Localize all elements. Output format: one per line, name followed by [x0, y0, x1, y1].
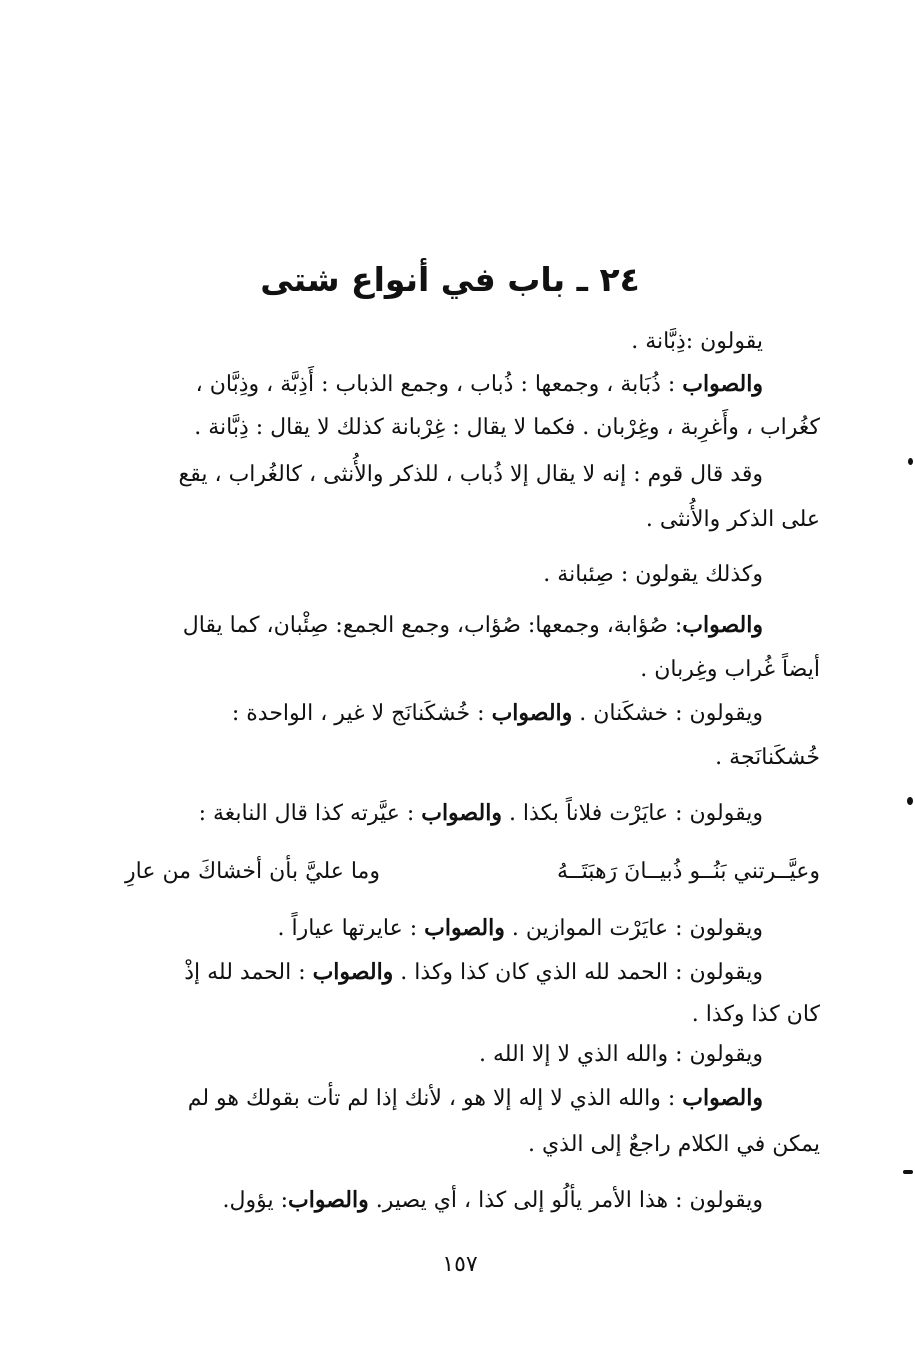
bold-term: والصواب: [421, 800, 502, 826]
text-span: كان كذا وكذا .: [691, 1002, 820, 1027]
bold-term: والصواب: [491, 700, 573, 726]
text-span: ويقولون : والله الذي لا إلا الله .: [478, 1042, 763, 1067]
text-span: : خُشكَنانَج لا غير ، الواحدة :: [231, 701, 492, 726]
text-line-15: [125, 1035, 763, 1075]
text-span: يمكن في الكلام راجعٌ إلى الذي .: [527, 1132, 820, 1157]
text-line-7: [125, 605, 763, 646]
text-span: ويقولون : عايَرْت الموازين .: [504, 916, 763, 941]
text-span: : والله الذي لا إله إلا هو ، لأنك إذا لم تأت بقولك هو لم: [187, 1086, 683, 1111]
text-span: أيضاً غُراب وغِربان .: [640, 657, 820, 682]
text-span: : عيَّرته كذا قال النابغة :: [198, 801, 422, 826]
text-span: وقد قال قوم : إنه لا يقال إلا ذُباب ، للذكر والأُنثى ، كالغُراب ، يقع: [178, 462, 763, 487]
text-span: ويقولون : هذا الأمر يألُو إلى كذا ، أي يصير.: [368, 1188, 763, 1213]
text-line-3: [125, 408, 820, 448]
margin-mark: [903, 1170, 913, 1174]
text-line-14: [125, 995, 820, 1035]
text-line-8: [125, 650, 820, 690]
text-span: : يؤول.: [222, 1188, 289, 1213]
text-span: : الحمد لله إذْ: [184, 960, 313, 985]
margin-mark: [907, 797, 913, 805]
text-span: : عايرتها عياراً .: [277, 916, 425, 941]
text-line-6: [125, 555, 763, 595]
text-line-13: [125, 952, 763, 993]
page-number: ١٥٧: [442, 1252, 478, 1277]
text-span: ويقولون : عايَرْت فلاناً بكذا .: [501, 801, 763, 826]
verse-second-hemistich: وما عليَّ بأن أخشاكَ من عارِ: [125, 859, 380, 884]
text-line-5: [125, 500, 820, 540]
text-line-2: [125, 364, 763, 405]
margin-mark: [908, 458, 913, 465]
text-line-12: [125, 908, 763, 949]
text-line-11: [125, 793, 763, 834]
text-line-17: [125, 1125, 820, 1165]
text-span: وكذلك يقولون : صِئبانة .: [543, 562, 763, 587]
text-span: : ذُبَابة ، وجمعها : ذُباب ، وجمع الذباب : أَذِبَّة ، وذِبَّان ،: [195, 372, 683, 397]
bold-term: والصواب: [288, 1187, 369, 1213]
bold-term: والصواب: [682, 1085, 763, 1111]
text-span: يقولون :ذِبَّانة .: [631, 329, 763, 354]
text-span: ويقولون : خشكَنان .: [572, 701, 763, 726]
text-line-4: [125, 455, 763, 495]
bold-term: والصواب: [682, 371, 763, 397]
chapter-title: ٢٤ ـ باب في أنواع شتى: [260, 260, 640, 299]
bold-term: والصواب: [682, 612, 763, 638]
text-span: على الذكر والأُنثى .: [645, 507, 820, 532]
text-line-16: [125, 1078, 763, 1119]
bold-term: والصواب: [424, 915, 505, 941]
text-line-18: [125, 1180, 763, 1221]
text-line-1: [125, 322, 763, 362]
text-span: ويقولون : الحمد لله الذي كان كذا وكذا .: [393, 960, 763, 985]
text-line-10: [125, 738, 820, 778]
text-line-9: [125, 693, 763, 734]
text-span: كغُراب ، وأَغرِبة ، وغِرْبان . فكما لا يقال : غِرْبانة كذلك لا يقال : ذِبَّانة .: [194, 415, 820, 440]
text-span: : صُؤابة، وجمعها: صُؤاب، وجمع الجمع: صِئْبان، كما يقال: [182, 613, 683, 638]
verse-first-hemistich: وعيَّــرتني بَنُــو ذُبيــانَ رَهبَتَــهُ: [556, 859, 820, 884]
bold-term: والصواب: [312, 959, 394, 985]
text-span: خُشكَنانَجة .: [715, 745, 820, 770]
poetry-verse: [125, 852, 820, 892]
